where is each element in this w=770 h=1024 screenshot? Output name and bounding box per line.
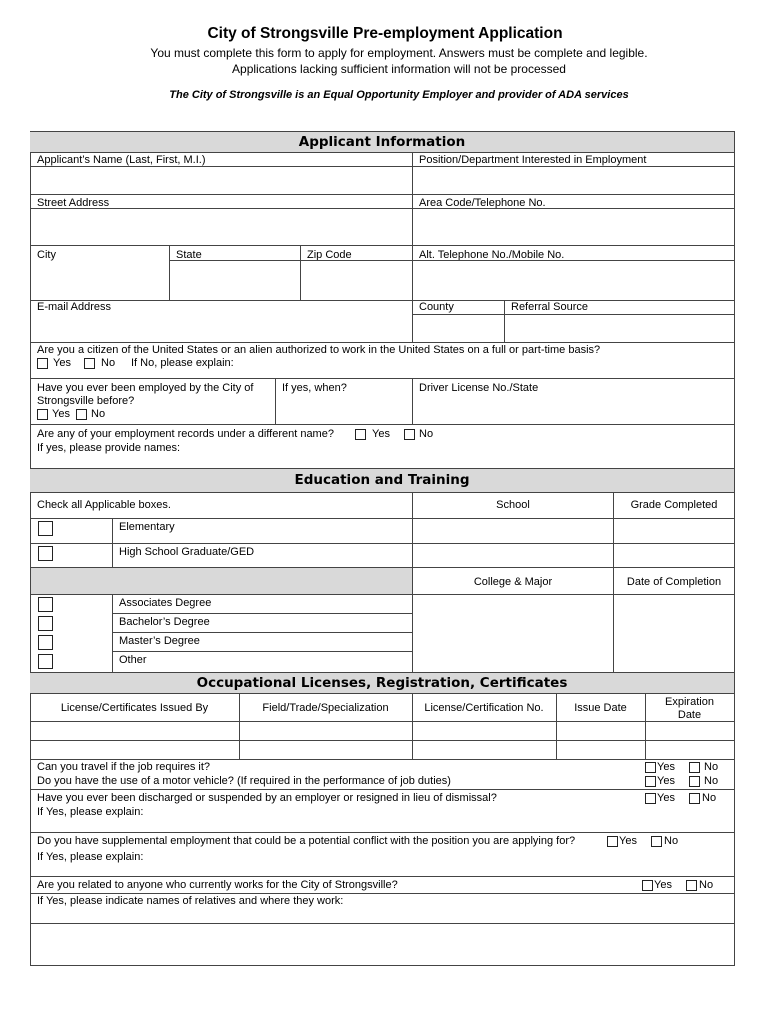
- license-row-2-expiration[interactable]: [646, 741, 733, 758]
- employed-when-field[interactable]: [276, 395, 411, 423]
- elementary-label: Elementary: [119, 521, 175, 533]
- employed-before-question: Have you ever been employed by the City of: [37, 382, 254, 394]
- citizen-yes-label: Yes: [53, 357, 71, 369]
- vehicle-no-label: No: [704, 775, 719, 787]
- related-no-label: No: [699, 879, 714, 891]
- other-degree-checkbox[interactable]: [38, 654, 53, 669]
- discharged-yes-checkbox[interactable]: [645, 793, 656, 804]
- discharged-no-checkbox[interactable]: [689, 793, 700, 804]
- employed-yes-label: Yes: [52, 408, 70, 420]
- masters-label: Master’s Degree: [119, 635, 200, 647]
- supplemental-no-label: No: [664, 835, 679, 847]
- divider: [112, 632, 412, 633]
- divider: [30, 152, 734, 153]
- driver-license-label: Driver License No./State: [419, 382, 539, 394]
- license-row-1-number[interactable]: [413, 722, 556, 739]
- supplemental-question: Do you have supplemental employment that could be a potential conflict with the position you are applying for?: [37, 835, 576, 847]
- check-all-label: Check all Applicable boxes.: [37, 499, 171, 511]
- licenses-heading: Occupational Licenses, Registration, Certificates: [30, 673, 734, 693]
- bachelors-date-field[interactable]: [614, 614, 733, 632]
- discharged-explain-label: If Yes, please explain:: [37, 806, 144, 818]
- masters-college-field[interactable]: [413, 633, 612, 651]
- high-school-grade-field[interactable]: [614, 544, 733, 567]
- street-address-field[interactable]: [31, 209, 412, 245]
- elementary-school-field[interactable]: [413, 519, 612, 543]
- city-field[interactable]: [31, 261, 168, 300]
- discharged-explain-field[interactable]: [31, 819, 733, 831]
- other-date-field[interactable]: [614, 652, 733, 671]
- school-label: School: [496, 499, 530, 511]
- license-row-2-field[interactable]: [240, 741, 412, 758]
- discharged-question: Have you ever been discharged or suspended by an employer or resigned in lieu of dismissal?: [37, 792, 497, 804]
- related-yes-label: Yes: [654, 879, 672, 891]
- county-field[interactable]: [413, 315, 503, 341]
- referral-source-label: Referral Source: [511, 301, 589, 313]
- supplemental-explain-label: If Yes, please explain:: [37, 851, 144, 863]
- license-row-1-field[interactable]: [240, 722, 412, 739]
- supplemental-no-checkbox[interactable]: [651, 836, 662, 847]
- high-school-school-field[interactable]: [413, 544, 612, 567]
- citizen-explain-label: If No, please explain:: [131, 357, 234, 369]
- state-label: State: [176, 249, 202, 261]
- travel-yes-checkbox[interactable]: [645, 762, 656, 773]
- eeo-statement: The City of Strongsville is an Equal Opportunity Employer and provider of ADA services: [169, 89, 629, 101]
- employed-before-question-line-2: Strongsville before?: [37, 395, 135, 407]
- associates-label: Associates Degree: [119, 597, 212, 609]
- license-row-2-number[interactable]: [413, 741, 556, 758]
- masters-date-field[interactable]: [614, 633, 733, 651]
- high-school-label: High School Graduate/GED: [119, 546, 255, 558]
- shaded-cell: [31, 568, 412, 594]
- bachelors-checkbox[interactable]: [38, 616, 53, 631]
- divider: [30, 300, 734, 301]
- divider: [112, 594, 113, 672]
- bachelors-college-field[interactable]: [413, 614, 612, 632]
- license-number-header: License/Certification No.: [424, 702, 544, 714]
- records-names-label: If yes, please provide names:: [37, 442, 181, 454]
- associates-checkbox[interactable]: [38, 597, 53, 612]
- date-of-completion-label: Date of Completion: [626, 576, 722, 588]
- records-question: Are any of your employment records under a different name?: [37, 428, 334, 440]
- divider: [112, 613, 412, 614]
- applicant-name-label: Applicant’s Name (Last, First, M.I.): [37, 154, 206, 166]
- county-label: County: [419, 301, 454, 313]
- street-address-label: Street Address: [37, 197, 110, 209]
- vehicle-question: Do you have the use of a motor vehicle? (If required in the performance of job duties): [37, 775, 451, 787]
- instructions-line-2: Applications lacking sufficient information will not be processed: [232, 62, 566, 76]
- vehicle-yes-label: Yes: [657, 775, 675, 787]
- travel-question: Can you travel if the job requires it?: [37, 761, 211, 773]
- alt-telephone-field[interactable]: [413, 261, 733, 300]
- related-explain-label: If Yes, please indicate names of relatives and where they work:: [37, 895, 344, 907]
- email-label: E-mail Address: [37, 301, 111, 313]
- other-degree-label: Other: [119, 654, 147, 666]
- divider: [30, 759, 734, 760]
- email-field[interactable]: [31, 315, 411, 341]
- telephone-field[interactable]: [413, 209, 733, 245]
- expiration-header-line-2: Date: [677, 709, 702, 721]
- records-names-field[interactable]: [31, 455, 733, 467]
- elementary-checkbox[interactable]: [38, 521, 53, 536]
- expiration-header: Expiration: [665, 696, 714, 708]
- position-label: Position/Department Interested in Employment: [419, 154, 647, 166]
- citizen-yes-checkbox[interactable]: [37, 358, 48, 369]
- divider: [112, 651, 412, 652]
- divider: [30, 492, 734, 493]
- travel-no-label: No: [704, 761, 719, 773]
- license-row-1-issued-by[interactable]: [31, 722, 239, 739]
- divider: [30, 245, 734, 246]
- masters-checkbox[interactable]: [38, 635, 53, 650]
- related-question: Are you related to anyone who currently works for the City of Strongsville?: [37, 879, 398, 891]
- other-college-field[interactable]: [413, 652, 612, 671]
- discharged-no-label: No: [702, 792, 717, 804]
- driver-license-field[interactable]: [413, 395, 733, 423]
- divider: [30, 876, 734, 877]
- divider: [30, 789, 734, 790]
- related-explain-field[interactable]: [31, 924, 733, 964]
- supplemental-explain-field[interactable]: [31, 864, 733, 875]
- field-trade-header: Field/Trade/Specialization: [262, 702, 389, 714]
- divider: [30, 424, 734, 425]
- state-field[interactable]: [170, 261, 299, 300]
- position-field[interactable]: [413, 167, 733, 194]
- applicant-name-field[interactable]: [31, 167, 412, 194]
- referral-source-field[interactable]: [505, 315, 733, 341]
- employed-no-checkbox[interactable]: [76, 409, 87, 420]
- records-no-checkbox[interactable]: [404, 429, 415, 440]
- vehicle-no-checkbox[interactable]: [689, 776, 700, 787]
- employed-no-label: No: [91, 408, 106, 420]
- associates-date-field[interactable]: [614, 595, 733, 613]
- bachelors-label: Bachelor’s Degree: [119, 616, 210, 628]
- form-title: City of Strongsville Pre-employment Application: [207, 25, 563, 42]
- divider: [30, 194, 734, 195]
- elementary-grade-field[interactable]: [614, 519, 733, 543]
- if-yes-when-label: If yes, when?: [282, 382, 347, 394]
- related-yes-checkbox[interactable]: [642, 880, 653, 891]
- records-yes-label: Yes: [372, 428, 390, 440]
- travel-yes-label: Yes: [657, 761, 675, 773]
- issue-date-header: Issue Date: [574, 702, 627, 714]
- zip-code-field[interactable]: [301, 261, 411, 300]
- citizen-question: Are you a citizen of the United States or an alien authorized to work in the United States on a full or part-time basis?: [37, 344, 601, 356]
- citizen-no-label: No: [101, 357, 116, 369]
- travel-no-checkbox[interactable]: [689, 762, 700, 773]
- instructions-line-1: You must complete this form to apply for employment. Answers must be complete and legible.: [150, 46, 648, 60]
- issued-by-header: License/Certificates Issued By: [60, 702, 209, 714]
- divider: [30, 893, 734, 894]
- supplemental-yes-checkbox[interactable]: [607, 836, 618, 847]
- education-training-heading: Education and Training: [30, 469, 734, 492]
- zip-code-label: Zip Code: [307, 249, 352, 261]
- related-no-checkbox[interactable]: [686, 880, 697, 891]
- discharged-yes-label: Yes: [657, 792, 675, 804]
- divider: [30, 832, 734, 833]
- divider: [30, 378, 734, 379]
- grade-completed-label: Grade Completed: [630, 499, 718, 511]
- telephone-label: Area Code/Telephone No.: [419, 197, 546, 209]
- records-no-label: No: [419, 428, 434, 440]
- divider: [30, 342, 734, 343]
- license-row-1-issue-date[interactable]: [557, 722, 645, 739]
- license-row-2-issued-by[interactable]: [31, 741, 239, 758]
- high-school-checkbox[interactable]: [38, 546, 53, 561]
- citizen-no-checkbox[interactable]: [84, 358, 95, 369]
- city-label: City: [37, 249, 56, 261]
- employed-yes-checkbox[interactable]: [37, 409, 48, 420]
- applicant-information-heading: Applicant Information: [30, 132, 734, 152]
- alt-telephone-label: Alt. Telephone No./Mobile No.: [419, 249, 565, 261]
- vehicle-yes-checkbox[interactable]: [645, 776, 656, 787]
- supplemental-yes-label: Yes: [619, 835, 637, 847]
- license-row-2-issue-date[interactable]: [557, 741, 645, 758]
- records-yes-checkbox[interactable]: [355, 429, 366, 440]
- college-major-label: College & Major: [473, 576, 553, 588]
- associates-college-field[interactable]: [413, 595, 612, 613]
- divider: [30, 693, 734, 694]
- license-row-1-expiration[interactable]: [646, 722, 733, 739]
